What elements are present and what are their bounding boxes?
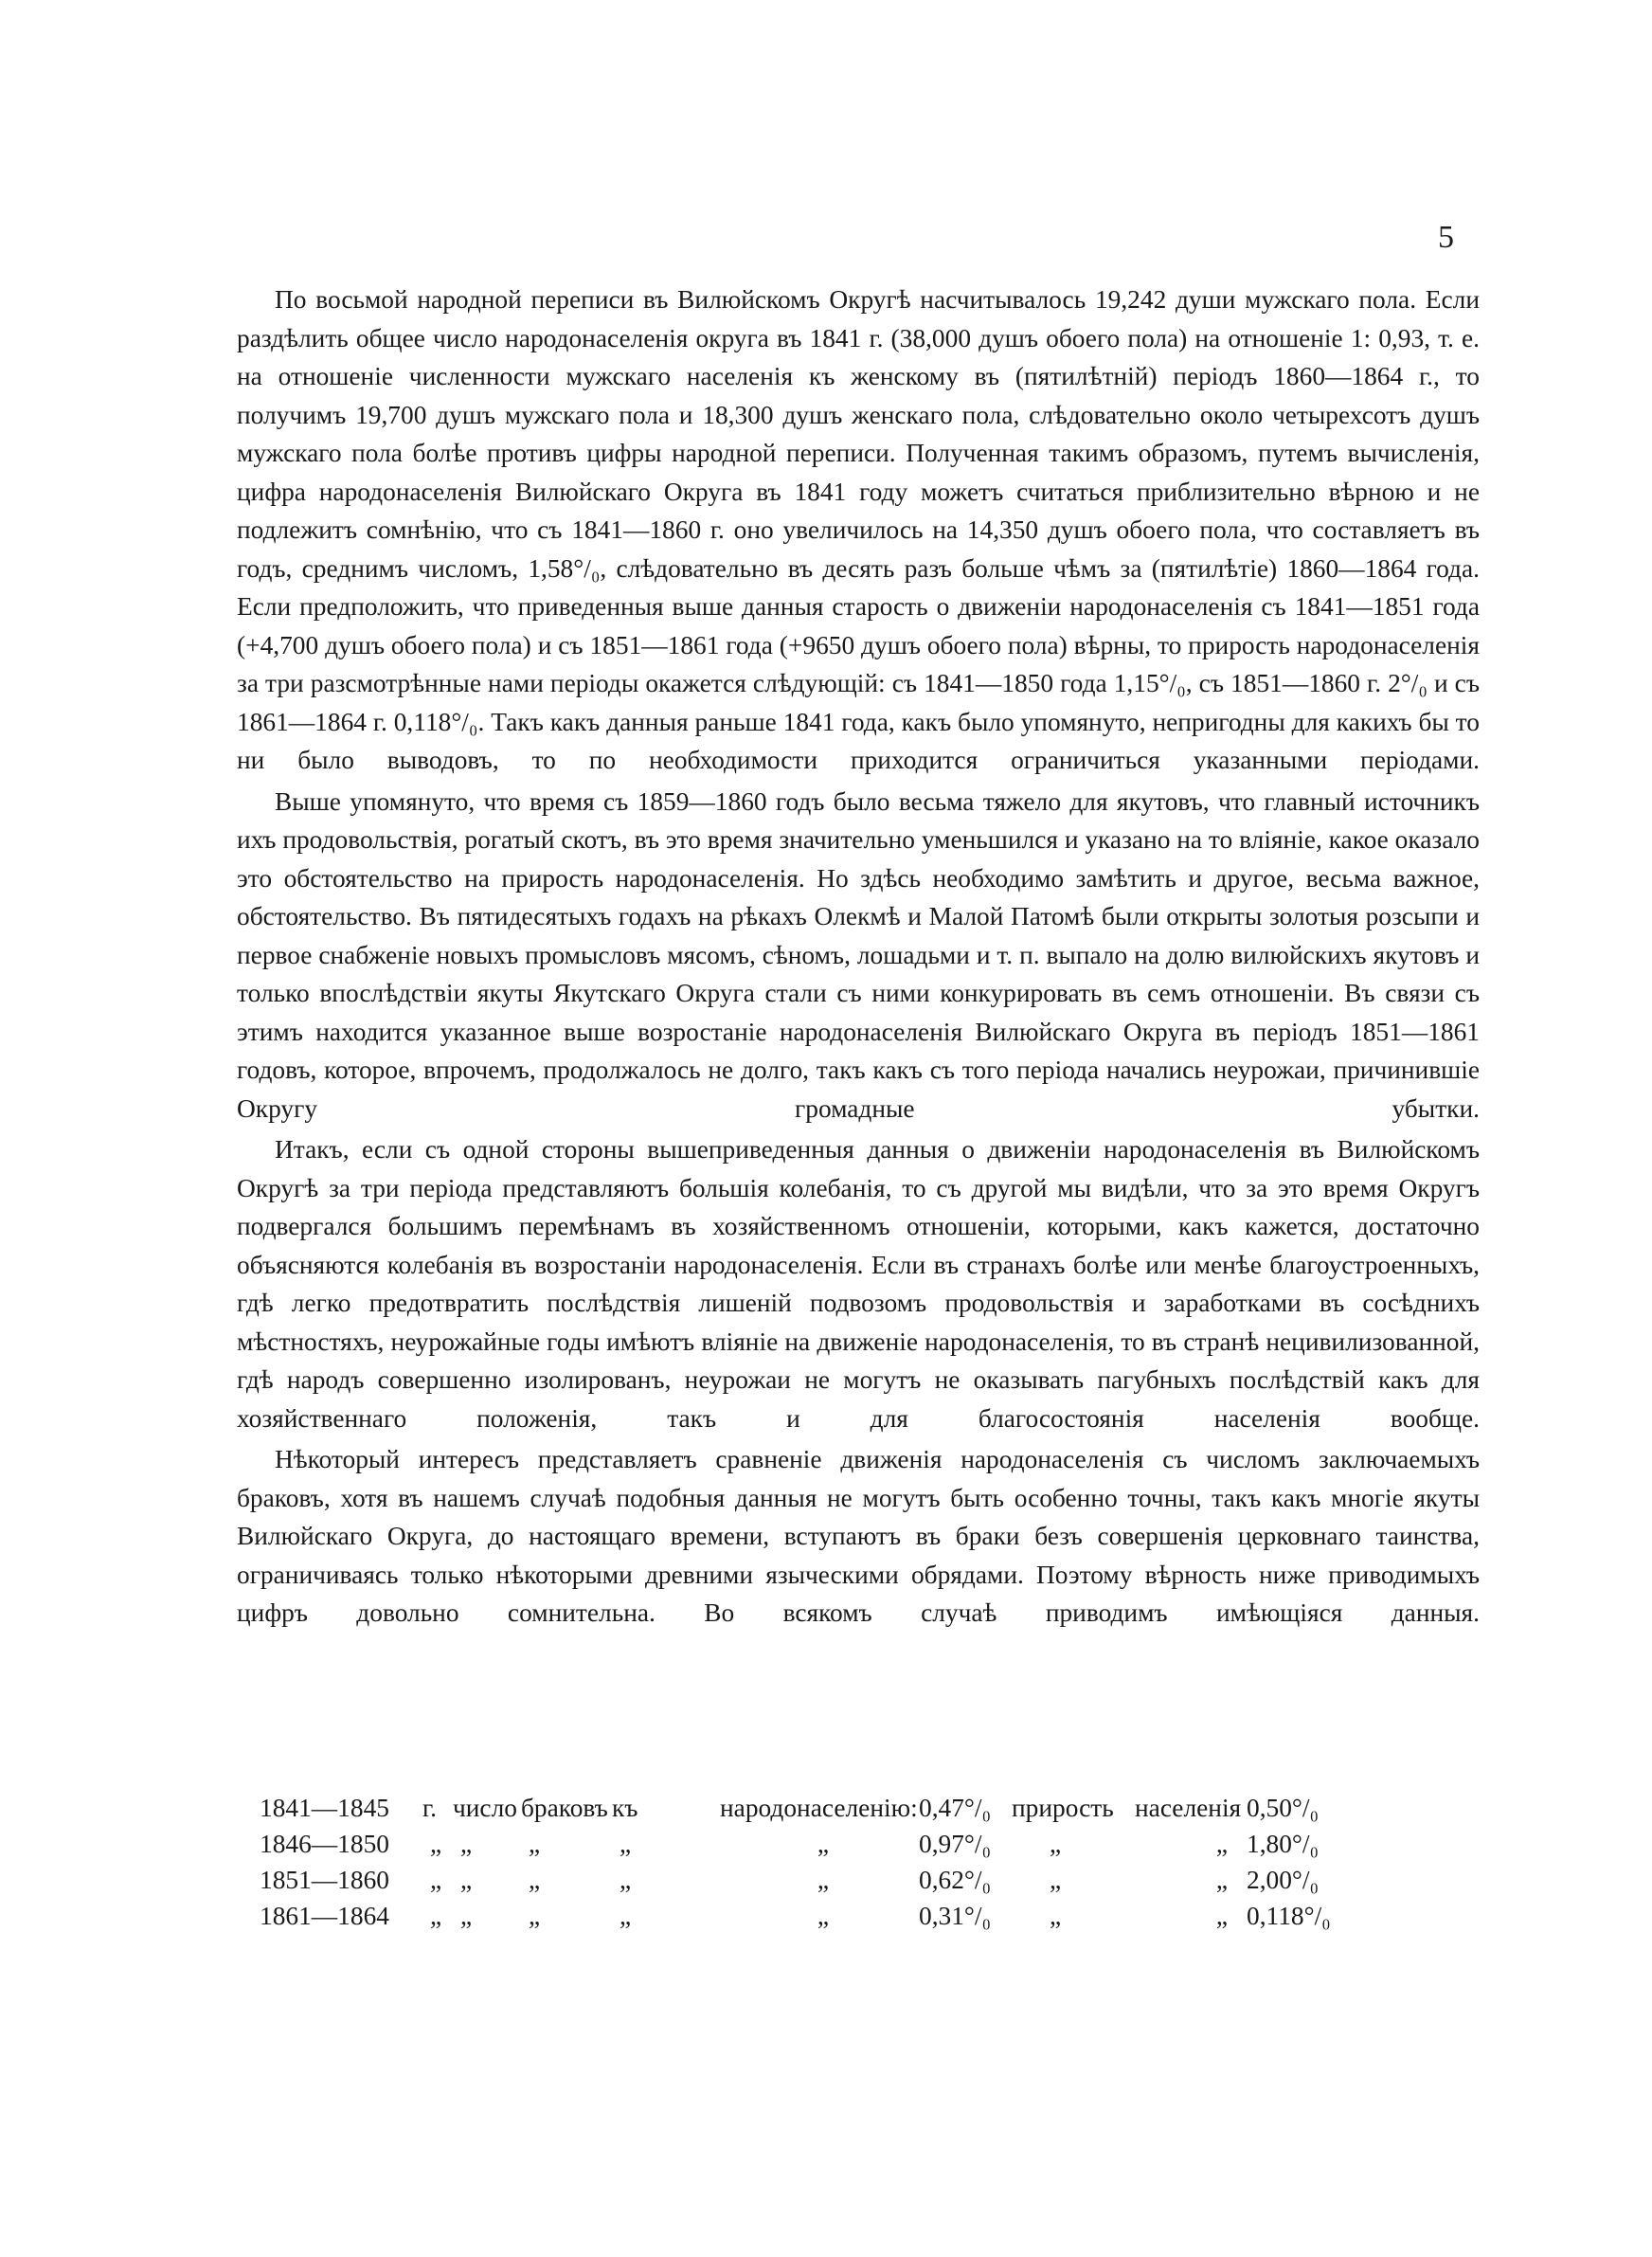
text-cell: народонаселенію: (720, 1793, 918, 1822)
ditto-mark: „ (1215, 1901, 1228, 1930)
ditto-mark: „ (460, 1901, 473, 1930)
paragraph: Итакъ, если съ одной стороны вышеприведенныя данныя о движеніи народонаселенія въ Вилюйскомъ Округѣ за три періода представляютъ большія колебанія, то съ другой мы видѣли, что за это время Округъ подвергался большимъ перемѣнамъ въ хозяйственномъ отношеніи, которыми, какъ кажется, достаточно объясняются колебанія въ возростаніи народонаселенія. Если въ странахъ болѣе или менѣе благоустроенныхъ, гдѣ легко предотвратить послѣдствія лишеній подвозомъ продовольствія и заработками въ сосѣднихъ мѣстностяхъ, неурожайные годы имѣютъ вліяніе на движеніе народонаселенія, то въ странѣ нецивилизованной, гдѣ народъ совершенно изолированъ, неурожаи не могутъ не оказывать пагубныхъ послѣдствій какъ для хозяйственнаго положенія, такъ и для благосостоянія населенія вообще. (237, 1135, 1480, 1433)
ditto-mark: „ (460, 1829, 473, 1858)
ditto-mark: „ (460, 1865, 473, 1894)
table-row (260, 1898, 1332, 1934)
table-row (260, 1826, 1332, 1862)
ditto-mark: „ (620, 1865, 632, 1894)
ditto-mark: „ (529, 1865, 541, 1894)
text-cell: населенія (1135, 1793, 1242, 1822)
marriage-rate-cell: 0,47°/₀ (919, 1793, 992, 1822)
paragraph: По восьмой народной переписи въ Вилюйскомъ Округѣ насчитывалось 19,242 души мужскаго пола. Если раздѣлить общее число народонаселенія округа въ 1841 г. (38,000 душъ обоего пола) на отношеніе 1: 0,93, т. е. на отношеніе численности мужскаго населенія къ женскому въ (пятилѣтній) періодъ 1860—1864 г., то получимъ 19,700 душъ мужскаго пола и 18,300 душъ женскаго пола, слѣдовательно около четырехсотъ душъ мужскаго пола болѣе противъ цифры народной переписи. Полученная такимъ образомъ, путемъ вычисленія, цифра народонаселенія Вилюйскаго Округа въ 1841 году можетъ считаться приблизительно вѣрною и не подлежитъ сомнѣнію, что съ 1841—1860 г. оно увеличилось на 14,350 душъ обоего пола, что составляетъ въ годъ, среднимъ числомъ, 1,58°/₀, слѣдовательно въ десять разъ больше чѣмъ за (пятилѣтіе) 1860—1864 года. Если предположить, что приведенныя выше данныя старость о движеніи народонаселенія съ 1841—1851 года (+4,700 душъ обоего пола) и съ 1851—1861 года (+9650 душъ обоего пола) вѣрны, то прирость народонаселенія за три разсмотрѣнные нами періоды окажется слѣдующій: съ 1841—1850 года 1,15°/₀, съ 1851—1860 г. 2°/₀ и съ 1861—1864 г. 0,118°/₀. Такъ какъ данныя раньше 1841 года, какъ было упомянуто, непригодны для какихъ бы то ни было выводовъ, то по необходимости приходится ограничиться указанными періодами. (237, 285, 1480, 774)
table-row (260, 1862, 1332, 1898)
marriage-rate-cell: 0,62°/₀ (919, 1865, 992, 1894)
period-cell: 1861—1864 (260, 1901, 389, 1930)
page-number: 5 (1438, 220, 1454, 255)
marriage-stats-table (260, 1790, 1332, 1934)
text-cell: браковъ (521, 1793, 608, 1822)
ditto-mark: „ (620, 1901, 632, 1930)
marriage-rate-cell: 0,97°/₀ (919, 1829, 992, 1858)
period-cell: 1851—1860 (260, 1865, 389, 1894)
text-cell: къ (612, 1793, 638, 1822)
ditto-mark: „ (1050, 1865, 1062, 1894)
paragraph: Выше упомянуто, что время съ 1859—1860 годъ было весьма тяжело для якутовъ, что главный источникъ ихъ продовольствія, рогатый скотъ, въ это время значительно уменьшился и указано на то вліяніе, какое оказало это обстоятельство на прирость народонаселенія. Но здѣсь необходимо замѣтить и другое, весьма важное, обстоятельство. Въ пятидесятыхъ годахъ на рѣкахъ Олекмѣ и Малой Патомѣ были открыты золотыя розсыпи и первое снабженіе новыхъ промысловъ мясомъ, сѣномъ, лошадьми и т. п. выпало на долю вилюйскихъ якутовъ и только впослѣдствіи якуты Якутскаго Округа стали съ ними конкурировать въ семъ отношеніи. Въ связи съ этимъ находится указанное выше возростаніе народонаселенія Вилюйскаго Округа въ періодъ 1851—1861 годовъ, которое, впрочемъ, продолжалось не долго, такъ какъ съ того періода начались неурожаи, причинившіе Округу громадные убытки. (237, 786, 1480, 1123)
growth-cell: 1,80°/₀ (1247, 1829, 1320, 1858)
ditto-mark: „ (430, 1901, 442, 1930)
ditto-mark: „ (817, 1829, 830, 1858)
table-row (260, 1790, 1332, 1826)
ditto-mark: „ (817, 1901, 830, 1930)
growth-cell: 0,50°/₀ (1247, 1793, 1320, 1822)
ditto-mark: „ (1215, 1829, 1228, 1858)
ditto-mark: „ (430, 1865, 442, 1894)
paragraph: Нѣкоторый интересъ представляетъ сравненіе движенія народонаселенія съ числомъ заключаемыхъ браковъ, хотя въ нашемъ случаѣ подобныя данныя не могутъ быть особенно точны, такъ какъ многіе якуты Вилюйскаго Округа, до настоящаго времени, вступаютъ въ браки безъ совершенія церковнаго таинства, ограничиваясь только нѣкоторыми древними языческими обрядами. Поэтому вѣрность ниже приводимыхъ цифръ довольно сомнительна. Во всякомъ случаѣ приводимъ имѣющіяся данныя. (237, 1445, 1480, 1627)
body-text (237, 280, 1480, 1633)
ditto-mark: „ (1215, 1865, 1228, 1894)
growth-cell: 2,00°/₀ (1247, 1865, 1320, 1894)
text-cell: прирость (1012, 1793, 1114, 1822)
ditto-mark: „ (529, 1901, 541, 1930)
text-cell: г. (422, 1793, 437, 1822)
growth-cell: 0,118°/₀ (1247, 1901, 1331, 1930)
ditto-mark: „ (620, 1829, 632, 1858)
ditto-mark: „ (1050, 1829, 1062, 1858)
period-cell: 1846—1850 (260, 1829, 389, 1858)
text-cell: число (453, 1793, 517, 1822)
ditto-mark: „ (430, 1829, 442, 1858)
ditto-mark: „ (529, 1829, 541, 1858)
period-cell: 1841—1845 (260, 1793, 389, 1822)
ditto-mark: „ (1050, 1901, 1062, 1930)
marriage-rate-cell: 0,31°/₀ (919, 1901, 992, 1930)
ditto-mark: „ (817, 1865, 830, 1894)
